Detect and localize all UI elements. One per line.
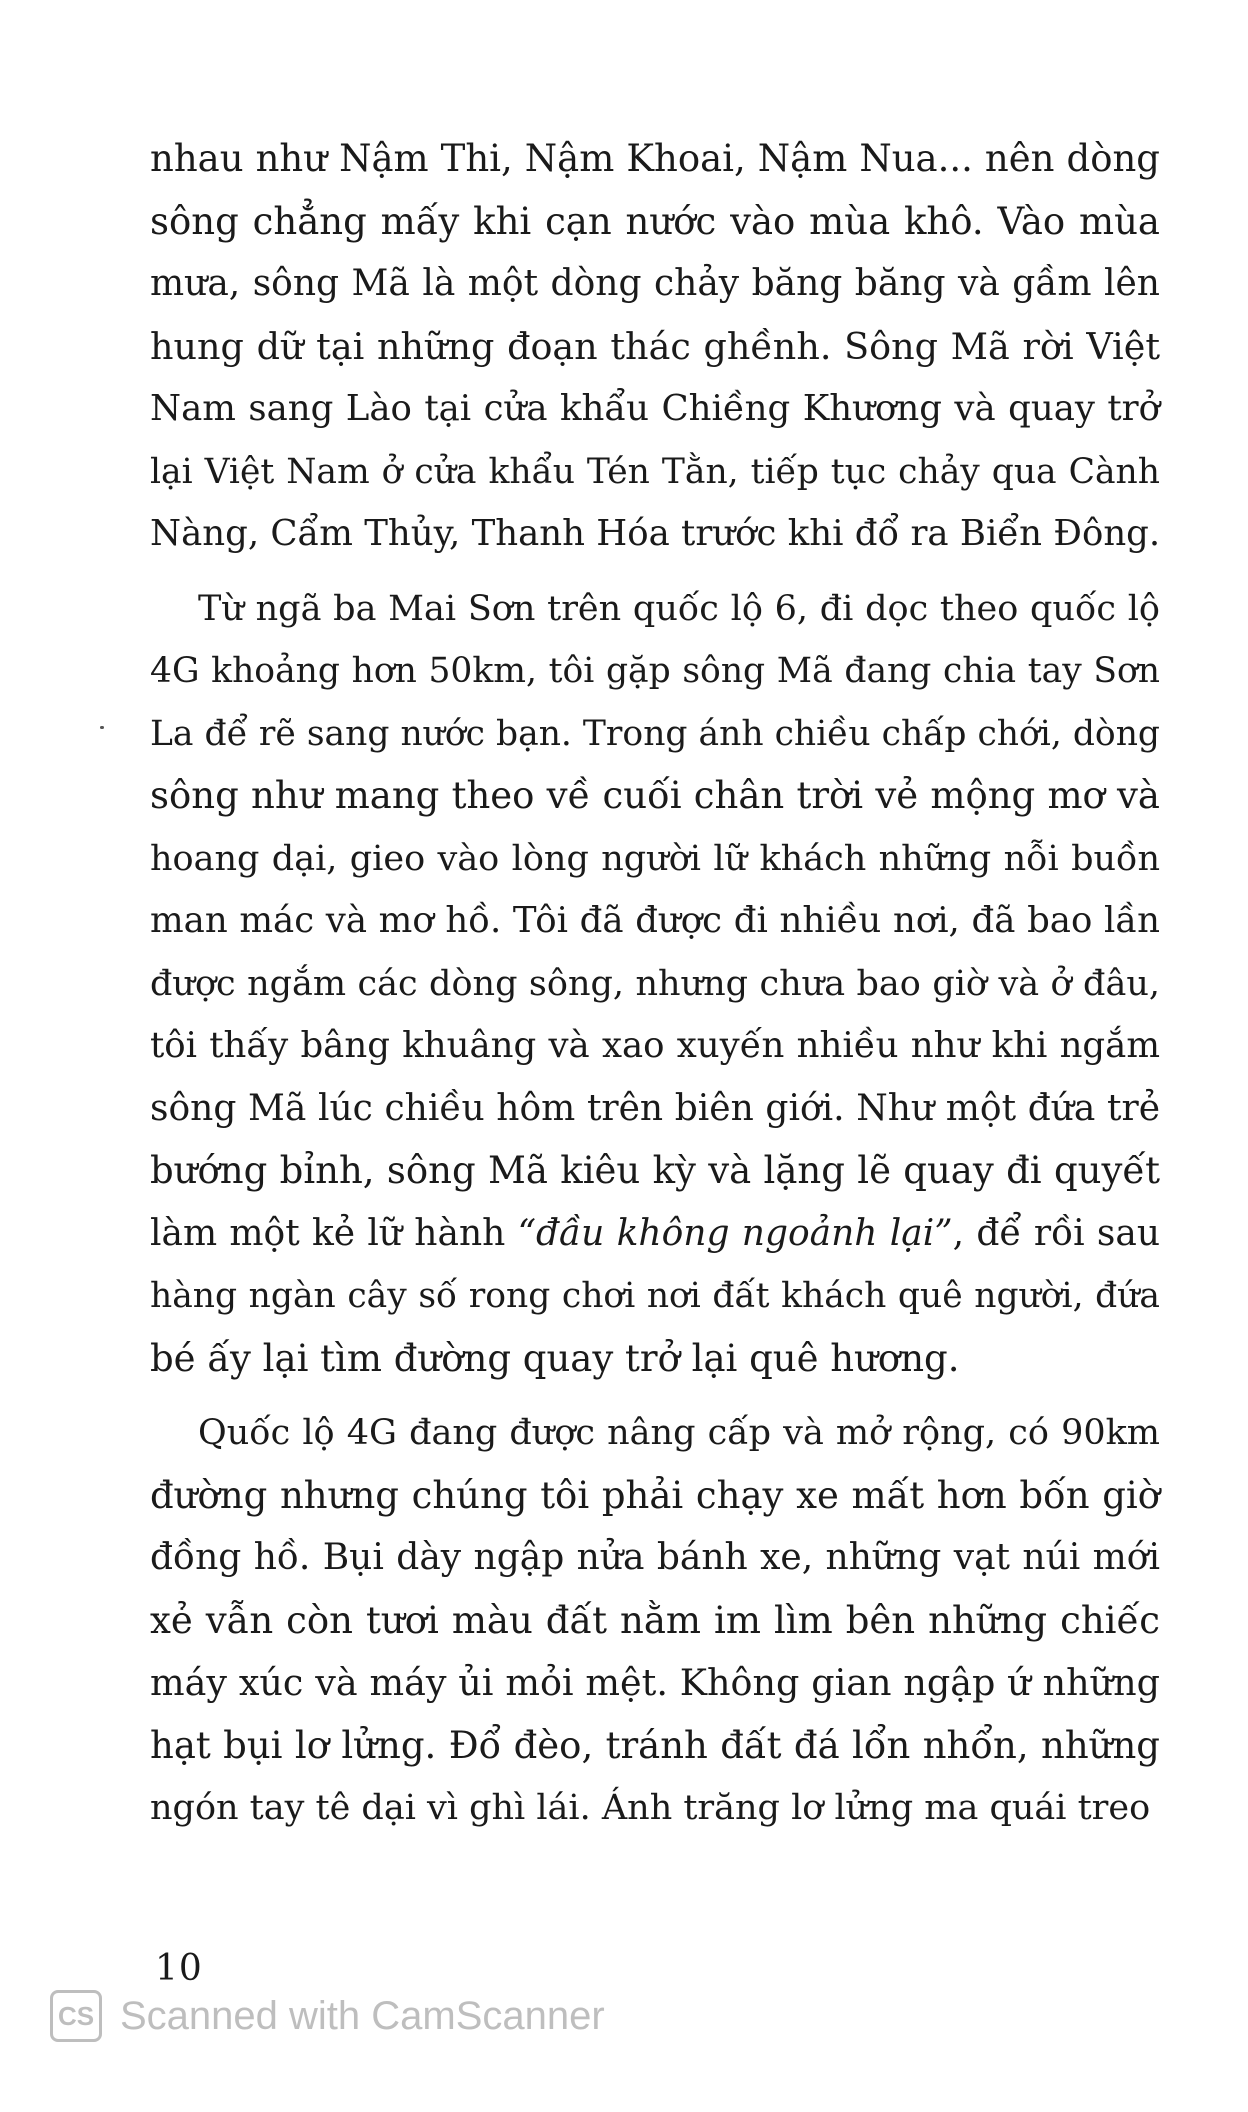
text-line: được ngắm các dòng sông, nhưng chưa bao giờ và ở đâu, — [150, 963, 1160, 1004]
text-line: Nàng, Cẩm Thủy, Thanh Hóa trước khi đổ ra Biển Đông. — [150, 513, 1161, 554]
quoted-phrase: “đầu không ngoảnh lại” — [517, 1212, 953, 1254]
text-line: sông như mang theo về cuối chân trời vẻ mộng mơ và — [150, 774, 1160, 817]
camscanner-logo-icon: CS — [50, 1990, 102, 2042]
paragraph — [150, 1402, 1160, 1840]
text-line: tôi thấy bâng khuâng và xao xuyến nhiều như khi ngắm — [150, 1025, 1160, 1066]
text-line: đường nhưng chúng tôi phải chạy xe mất hơn bốn giờ — [150, 1473, 1160, 1517]
stray-ink-mark — [100, 726, 104, 729]
text-line: đồng hồ. Bụi dày ngập nửa bánh xe, những vạt núi mới — [150, 1537, 1160, 1578]
text-line: lại Việt Nam ở cửa khẩu Tén Tằn, tiếp tục chảy qua Cành — [150, 451, 1160, 492]
text-line: mưa, sông Mã là một dòng chảy băng băng và gầm lên — [150, 263, 1160, 304]
text-line: Từ ngã ba Mai Sơn trên quốc lộ 6, đi dọc theo quốc lộ — [198, 588, 1160, 629]
text-line: máy xúc và máy ủi mỏi mệt. Không gian ngập ứ những — [150, 1661, 1160, 1704]
page-number: 10 — [155, 1948, 203, 1989]
text-line: nhau như Nậm Thi, Nậm Khoai, Nậm Nua... nên dòng — [150, 137, 1160, 180]
paragraph — [150, 128, 1160, 566]
camscanner-watermark — [50, 1990, 605, 2042]
text-line: hạt bụi lơ lửng. Đổ đèo, tránh đất đá lổn nhổn, những — [150, 1723, 1160, 1767]
text-line: sông Mã lúc chiều hôm trên biên giới. Như một đứa trẻ — [150, 1087, 1160, 1129]
text-line: hàng ngàn cây số rong chơi nơi đất khách quê người, đứa — [150, 1276, 1160, 1316]
body-text — [150, 128, 1160, 1840]
text-line: làm một kẻ lữ hành “đầu không ngoảnh lại”, để rồi sau — [150, 1212, 1161, 1254]
paragraph — [150, 578, 1160, 1391]
text-line: hung dữ tại những đoạn thác ghềnh. Sông Mã rời Việt — [150, 324, 1160, 368]
text-line: man mác và mơ hồ. Tôi đã được đi nhiều nơi, đã bao lần — [150, 900, 1160, 941]
text-line: 4G khoảng hơn 50km, tôi gặp sông Mã đang chia tay Sơn — [150, 651, 1160, 691]
text-line: ngón tay tê dại vì ghì lái. Ánh trăng lơ lửng ma quái treo — [150, 1788, 1151, 1828]
text-line: hoang dại, gieo vào lòng người lữ khách những nỗi buồn — [150, 838, 1160, 879]
text-line: xẻ vẫn còn tươi màu đất nằm im lìm bên những chiếc — [150, 1598, 1160, 1642]
text-line: bướng bỉnh, sông Mã kiêu kỳ và lặng lẽ quay đi quyết — [150, 1149, 1160, 1192]
text-line: Quốc lộ 4G đang được nâng cấp và mở rộng, có 90km — [198, 1413, 1160, 1453]
text-line: sông chẳng mấy khi cạn nước vào mùa khô. Vào mùa — [150, 199, 1160, 243]
text-line: Nam sang Lào tại cửa khẩu Chiềng Khương và quay trở — [150, 388, 1160, 429]
text-line: La để rẽ sang nước bạn. Trong ánh chiều chấp chới, dòng — [150, 713, 1160, 754]
watermark-text: Scanned with CamScanner — [120, 1993, 605, 2038]
text-line: bé ấy lại tìm đường quay trở lại quê hương. — [150, 1336, 960, 1380]
